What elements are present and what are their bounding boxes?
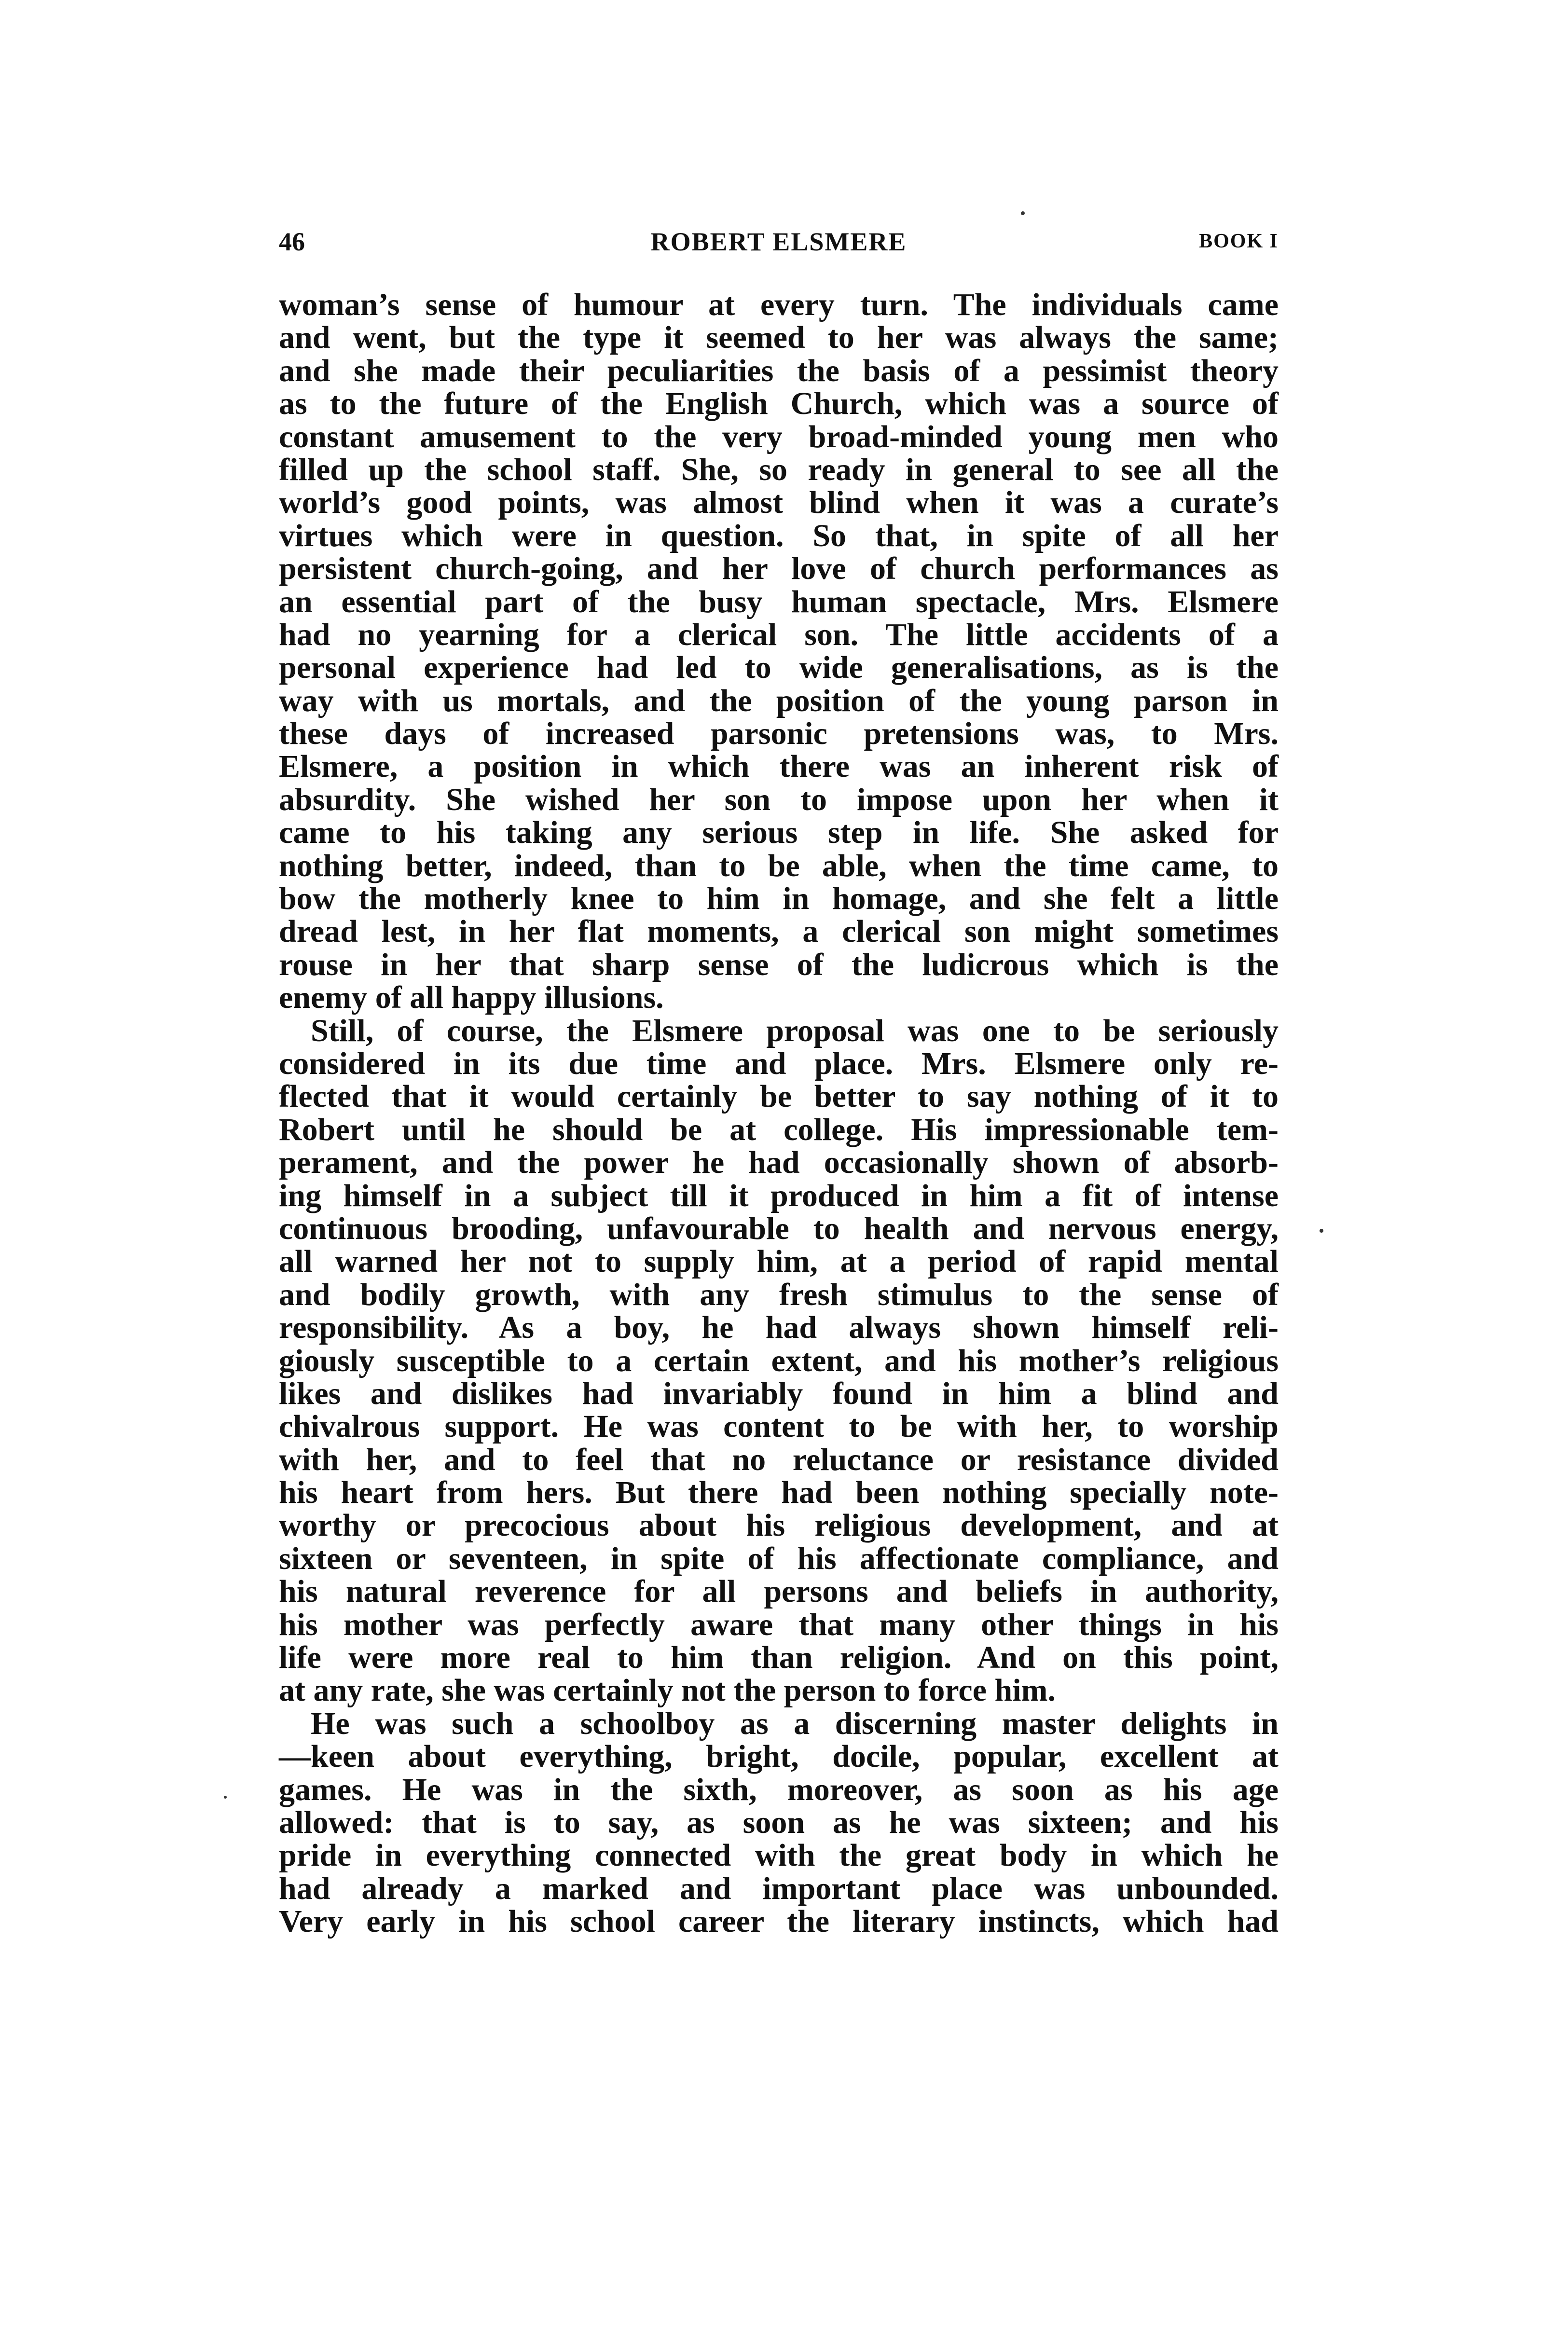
text-line: bow the motherly knee to him in homage, and she felt a little (279, 881, 1279, 917)
text-line: dread lest, in her flat moments, a clerical son might sometimes (279, 914, 1279, 949)
text-line: with her, and to feel that no reluctance or resistance divided (279, 1442, 1279, 1477)
text-line: virtues which were in question. So that, in spite of all her (279, 518, 1279, 553)
text-line: as to the future of the English Church, which was a source of (279, 386, 1279, 422)
text-line-paragraph-end: enemy of all happy illusions. (279, 980, 664, 1016)
text-line: all warned her not to supply him, at a period of rapid mental (279, 1244, 1279, 1279)
text-line: continuous brooding, unfavourable to health and nervous energy, (279, 1210, 1279, 1246)
text-line: likes and dislikes had invariably found in him a blind and (279, 1375, 1279, 1411)
text-line: absurdity. She wished her son to impose upon her when it (279, 782, 1279, 817)
scan-speck (1021, 211, 1025, 215)
text-line: an essential part of the busy human spectacle, Mrs. Elsmere (279, 584, 1279, 619)
text-line: and went, but the type it seemed to her was always the same; (279, 320, 1279, 356)
text-line: flected that it would certainly be better to say nothing of it to (279, 1079, 1279, 1114)
text-line: filled up the school staff. She, so ready in general to see all the (279, 452, 1279, 487)
text-line: rouse in her that sharp sense of the ludicrous which is the (279, 947, 1279, 982)
text-line: ing himself in a subject till it produced in him a fit of intense (279, 1178, 1279, 1213)
text-line: came to his taking any serious step in life. She asked for (279, 815, 1279, 851)
text-line: his mother was perfectly aware that many other things in his (279, 1607, 1279, 1642)
text-line: chivalrous support. He was content to be with her, to worship (279, 1409, 1279, 1444)
running-head (279, 227, 1279, 270)
text-line: considered in its due time and place. Mrs. Elsmere only re- (279, 1045, 1279, 1081)
text-line: life were more real to him than religion. And on this point, (279, 1640, 1279, 1676)
text-line: —keen about everything, bright, docile, popular, excellent at (279, 1739, 1279, 1774)
text-line: and bodily growth, with any fresh stimulus to the sense of (279, 1277, 1279, 1312)
text-line-paragraph-start: He was such a schoolboy as a discerning master delights in (311, 1706, 1279, 1741)
text-line: allowed: that is to say, as soon as he was sixteen; and his (279, 1804, 1279, 1840)
text-line: Robert until he should be at college. His impressionable tem- (279, 1112, 1279, 1147)
text-line: woman’s sense of humour at every turn. The individuals came (279, 287, 1279, 322)
text-line: his heart from hers. But there had been nothing specially note- (279, 1475, 1279, 1511)
text-line: giously susceptible to a certain extent, and his mother’s religious (279, 1343, 1279, 1378)
running-title: ROBERT ELSMERE (650, 227, 907, 256)
book-label: BOOK I (1199, 230, 1279, 252)
text-line: Elsmere, a position in which there was an inherent risk of (279, 749, 1279, 784)
text-line: world’s good points, was almost blind when it was a curate’s (279, 485, 1279, 521)
text-line: sixteen or seventeen, in spite of his affectionate compliance, and (279, 1540, 1279, 1576)
text-line: his natural reverence for all persons and beliefs in authority, (279, 1574, 1279, 1609)
text-line: personal experience had led to wide generalisations, as is the (279, 650, 1279, 686)
text-line: pride in everything connected with the great body in which he (279, 1838, 1279, 1873)
scan-speck (224, 1796, 227, 1799)
text-line: constant amusement to the very broad-minded young men who (279, 419, 1279, 454)
text-line: responsibility. As a boy, he had always shown himself reli- (279, 1310, 1279, 1346)
text-line: had no yearning for a clerical son. The little accidents of a (279, 617, 1279, 652)
text-line: perament, and the power he had occasionally shown of absorb- (279, 1145, 1279, 1181)
scan-speck (1320, 1229, 1323, 1233)
text-line: these days of increased parsonic pretensions was, to Mrs. (279, 716, 1279, 752)
body-text (279, 289, 1279, 1939)
text-line: persistent church-going, and her love of church performances as (279, 551, 1279, 587)
text-line-paragraph-start: Still, of course, the Elsmere proposal was one to be seriously (311, 1013, 1279, 1048)
text-line: nothing better, indeed, than to be able, when the time came, to (279, 848, 1279, 883)
text-line: and she made their peculiarities the basis of a pessimist theory (279, 353, 1279, 388)
text-line: worthy or precocious about his religious development, and at (279, 1508, 1279, 1543)
text-line-paragraph-end: at any rate, she was certainly not the person to force him. (279, 1673, 1056, 1708)
text-line: Very early in his school career the literary instincts, which had (279, 1904, 1279, 1939)
text-line: way with us mortals, and the position of the young parson in (279, 683, 1279, 718)
text-line: games. He was in the sixth, moreover, as soon as his age (279, 1772, 1279, 1807)
text-line: had already a marked and important place was unbounded. (279, 1871, 1279, 1906)
page-number: 46 (279, 227, 305, 256)
